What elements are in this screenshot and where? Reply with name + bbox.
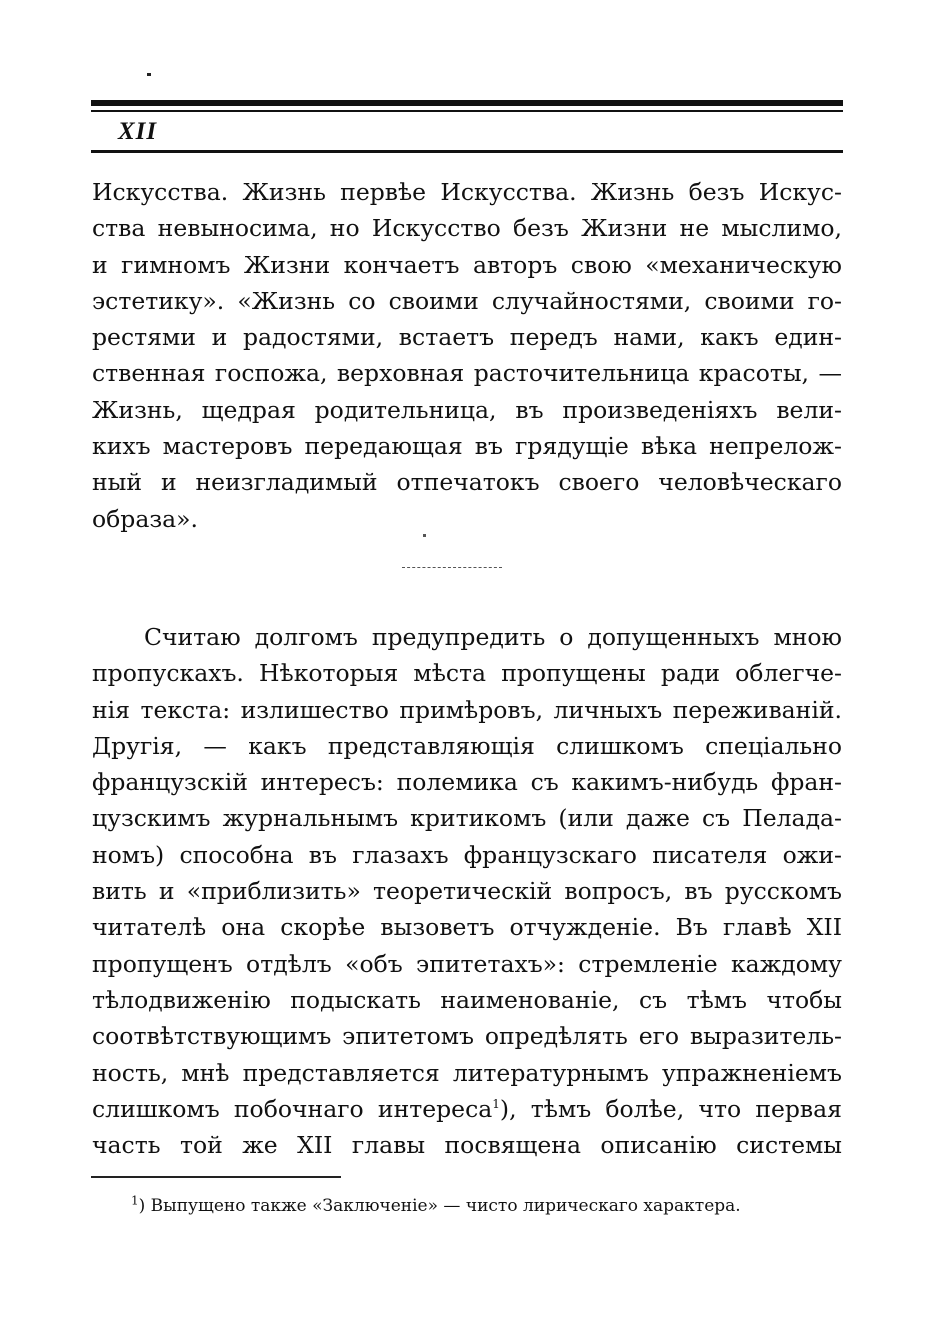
text-line: Другія, — какъ представляющія слишкомъ спеціально [92, 731, 842, 760]
header-rule-thick [91, 100, 843, 106]
paragraph-2 [92, 619, 842, 1163]
section-divider [402, 567, 502, 568]
text-line: кихъ мастеровъ передающая въ грядущіе вѣка непрелож- [92, 432, 842, 461]
text-line: номъ) способна въ глазахъ французскаго писателя ожи- [92, 840, 842, 869]
footnote-rule [91, 1176, 341, 1178]
footnote-text: ) Выпущено также «Заключеніе» — чисто лирическаго характера. [138, 1196, 741, 1216]
text-line: нія текста: излишество примѣровъ, личныхъ переживаній. [92, 695, 842, 724]
text-line: пропускахъ. Нѣкоторыя мѣста пропущены ради облегче- [92, 659, 842, 688]
text-line: Жизнь, щедрая родительница, въ произведеніяхъ вели- [92, 395, 842, 424]
text-line: вить и «приблизить» теоретическій вопросъ, въ русскомъ [92, 877, 842, 906]
text-line: рестями и радостями, встаетъ передъ нами, какъ един- [92, 323, 842, 352]
text-line: французскій интересъ: полемика съ какимъ-нибудь фран- [92, 768, 842, 797]
text-line: эстетику». «Жизнь со своими случайностями, своими го- [92, 286, 842, 315]
print-speck [147, 73, 151, 76]
text-line-with-footnote [92, 1091, 842, 1127]
footnote-reference[interactable]: 1 [492, 1097, 500, 1112]
text-line: Искусства. Жизнь первѣе Искусства. Жизнь безъ Искус- [92, 178, 842, 206]
text-line: ность, мнѣ представляется литературнымъ упражненіемъ [92, 1058, 842, 1087]
header-rule-thin [91, 110, 843, 112]
text-line: Считаю долгомъ предупредить о допущенныхъ мною [144, 623, 842, 651]
footnote-marker: 1 [131, 1193, 139, 1208]
footnote [131, 1194, 851, 1218]
text-line: цузскимъ журнальнымъ критикомъ (или даже съ Пелада- [92, 804, 842, 833]
text-line: соотвѣтствующимъ эпитетомъ опредѣлять его выразитель- [92, 1022, 842, 1051]
text-line: образа». [92, 504, 199, 533]
text-line: часть той же XII главы посвящена описанію системы [92, 1131, 842, 1160]
text-fragment: ), тѣмъ болѣе, что первая [499, 1094, 842, 1123]
text-line: ственная госпожа, верховная расточительница красоты, — [92, 359, 842, 388]
text-line: ный и неизгладимый отпечатокъ своего человѣческаго [92, 468, 842, 497]
page-number: XII [118, 118, 158, 145]
print-speck [423, 534, 426, 537]
text-fragment: слишкомъ побочнаго интереса [92, 1094, 493, 1123]
text-line: тѣлодвиженію подыскать наименованіе, съ тѣмъ чтобы [92, 985, 842, 1014]
paragraph-1 [92, 174, 842, 537]
header-rule-bottom [91, 150, 843, 153]
text-line: ства невыносима, но Искусство безъ Жизни не мыслимо, [92, 214, 842, 243]
text-line: пропущенъ отдѣлъ «объ эпитетахъ»: стремленіе каждому [92, 949, 842, 978]
text-line: читателѣ она скорѣе вызоветъ отчужденіе. Въ главѣ XII [92, 913, 842, 942]
text-line: и гимномъ Жизни кончаетъ авторъ свою «механическую [92, 250, 842, 279]
